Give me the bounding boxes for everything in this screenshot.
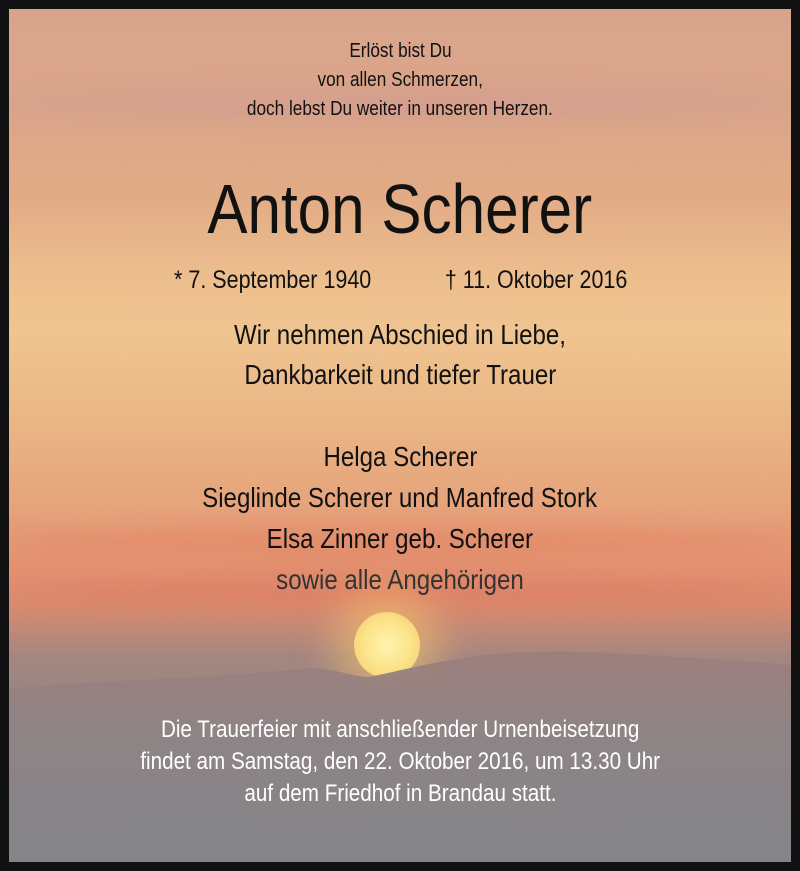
- mourner: Elsa Zinner geb. Scherer: [266, 523, 534, 554]
- mourners: [9, 436, 791, 600]
- deceased-name-text: Anton Scherer: [207, 170, 593, 248]
- funeral-line: auf dem Friedhof in Brandau statt.: [243, 780, 557, 807]
- funeral-line: findet am Samstag, den 22. Oktober 2016, um 13.30 Uhr: [140, 748, 660, 775]
- obituary-card: [9, 9, 791, 862]
- birth-date: * 7. September 1940: [174, 266, 372, 294]
- verse-line: doch lebst Du weiter in unseren Herzen.: [247, 98, 553, 120]
- relatives: sowie alle Angehörigen: [276, 564, 524, 595]
- mourner: Helga Scherer: [323, 441, 477, 472]
- life-dates: [9, 264, 791, 296]
- funeral-info: [9, 714, 791, 810]
- mourner: Sieglinde Scherer und Manfred Stork: [202, 482, 598, 513]
- verse: [9, 37, 791, 124]
- deceased-name: [9, 169, 791, 249]
- farewell-line: Wir nehmen Abschied in Liebe,: [234, 319, 566, 350]
- farewell-text: [9, 315, 791, 395]
- death-date: † 11. Oktober 2016: [444, 266, 627, 294]
- farewell-line: Dankbarkeit und tiefer Trauer: [244, 359, 556, 390]
- funeral-line: Die Trauerfeier mit anschließender Urnenbeisetzung: [160, 716, 640, 743]
- verse-line: Erlöst bist Du: [348, 40, 452, 62]
- verse-line: von allen Schmerzen,: [317, 69, 483, 91]
